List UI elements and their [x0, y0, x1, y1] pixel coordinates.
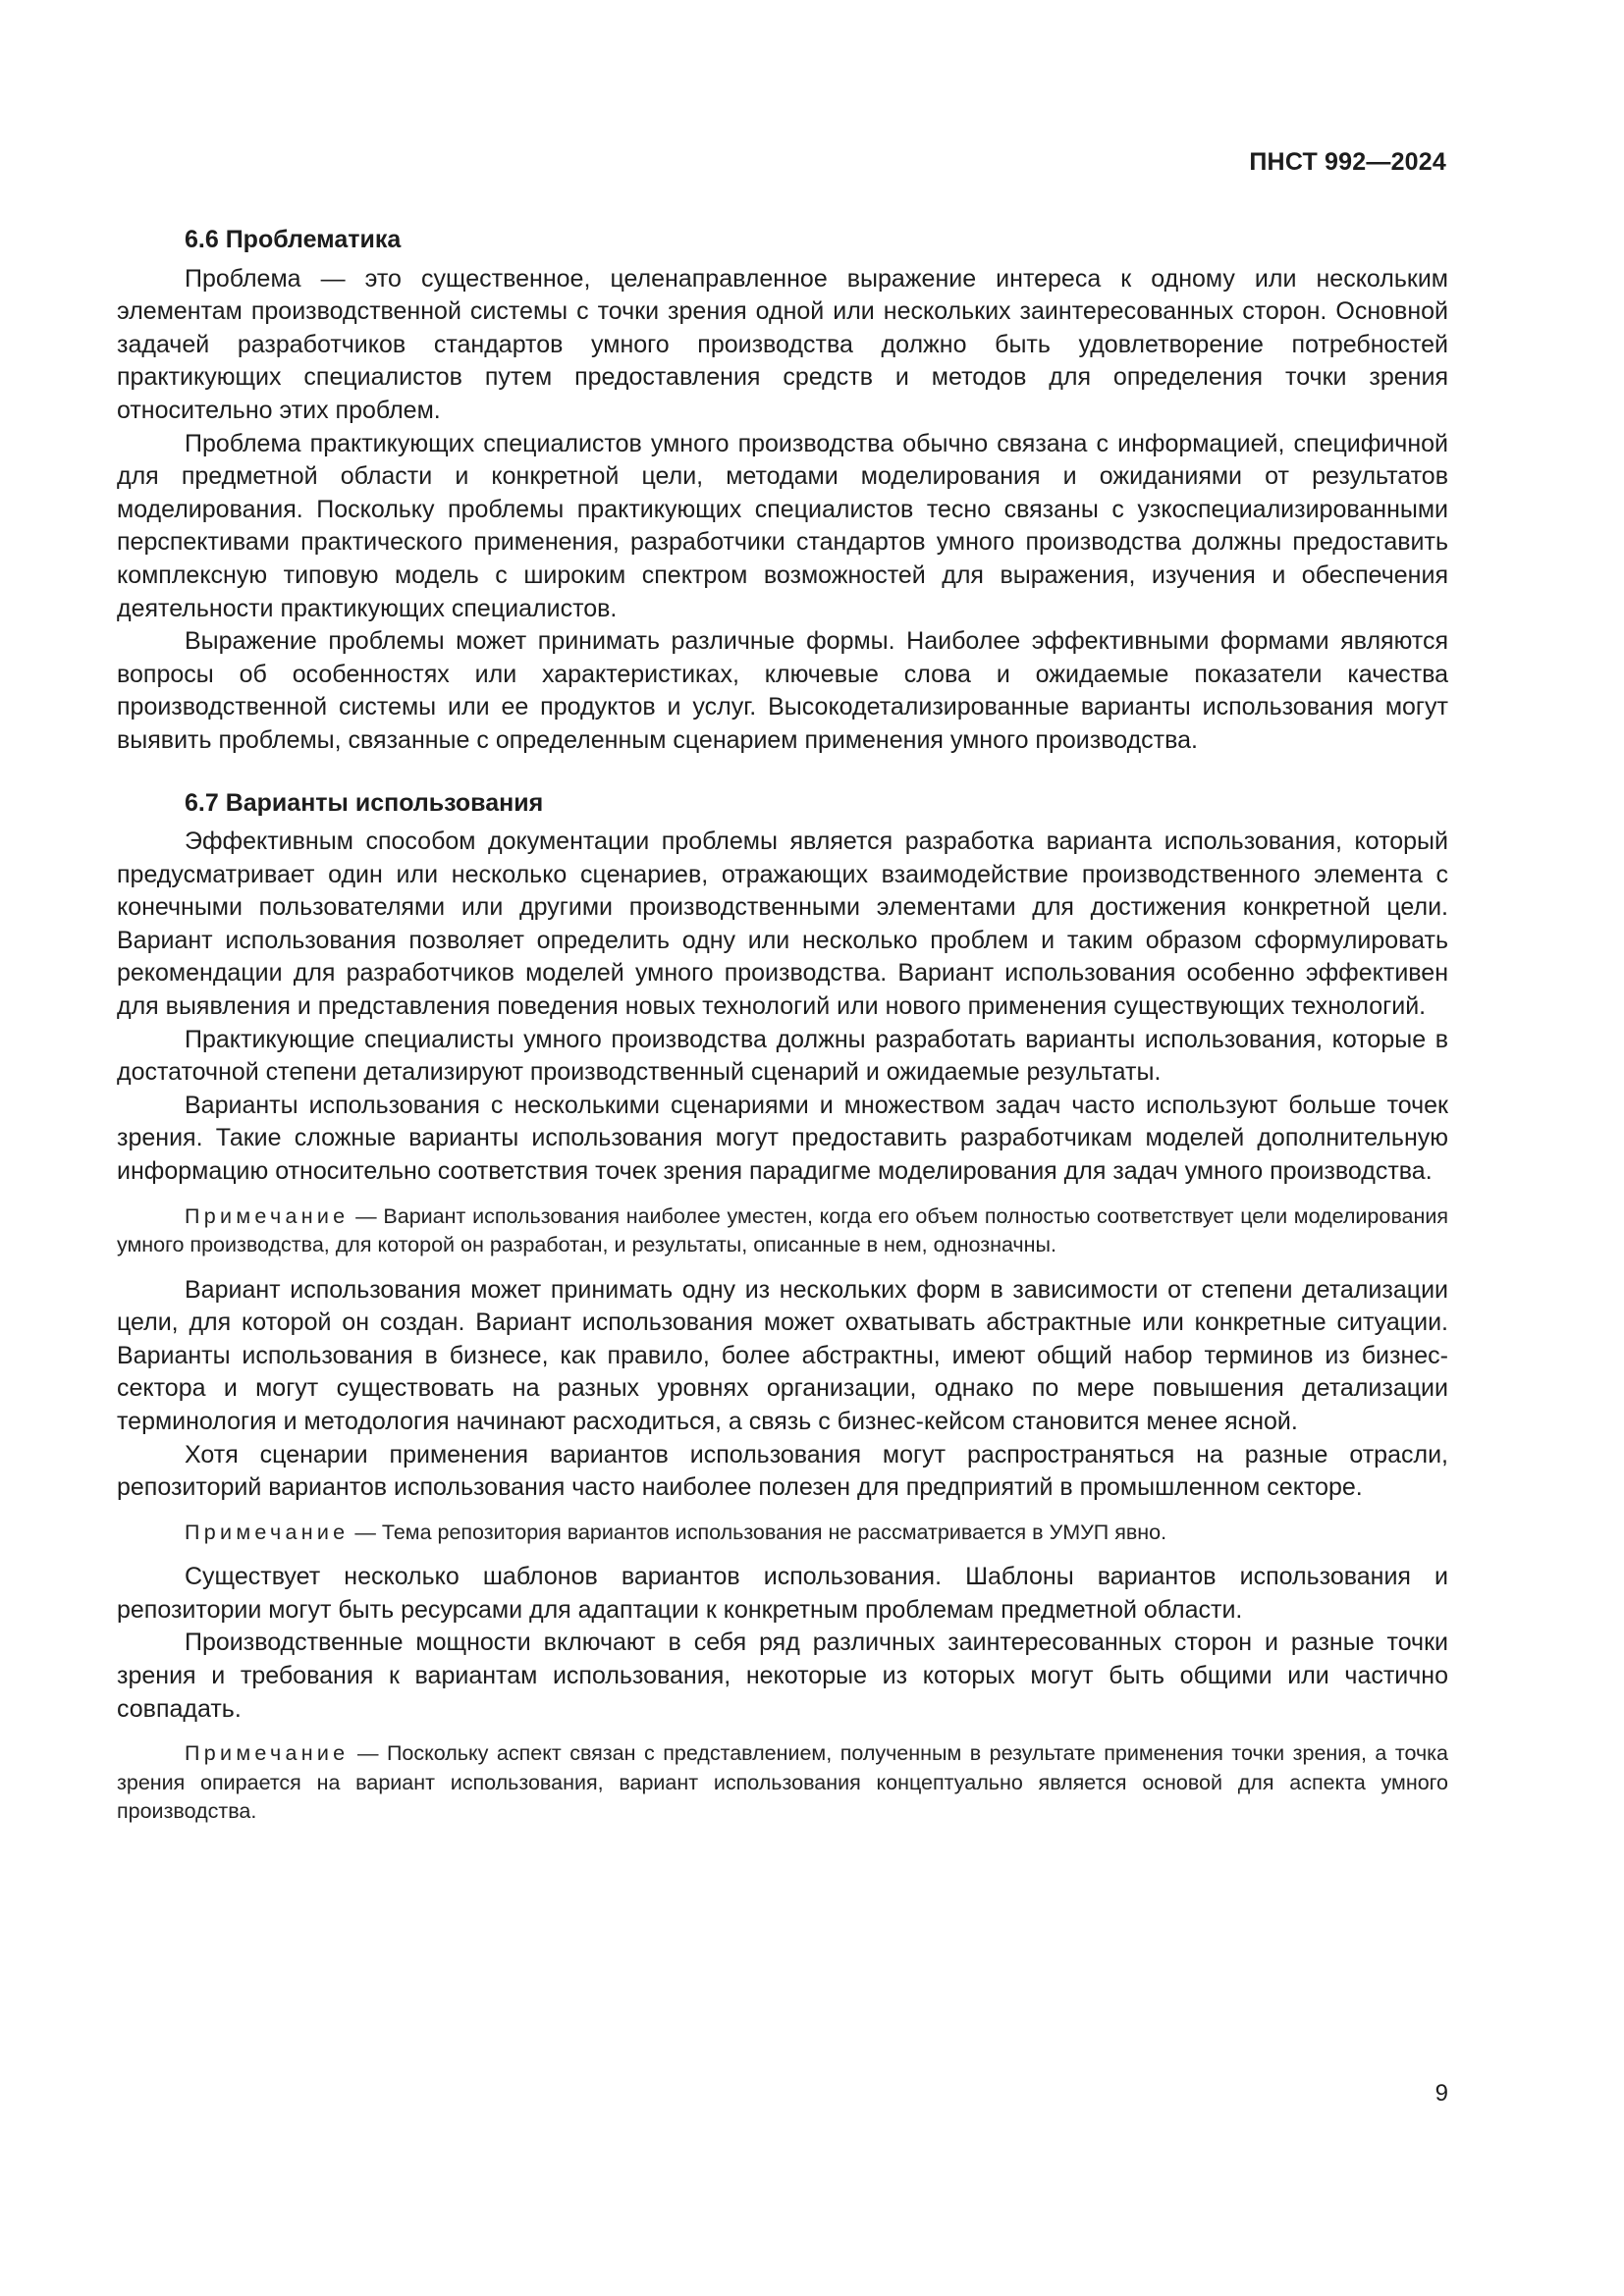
note-dash: —: [349, 1203, 384, 1228]
document-body: [117, 224, 1448, 1841]
paragraph: Хотя сценарии применения вариантов использования могут распространяться на разные отрасли, репозиторий вариантов использования часто наиболее полезен для предприятий в промышленном секторе.: [117, 1440, 1448, 1502]
note-text: Тема репозитория вариантов использования не рассматривается в УМУП явно.: [381, 1520, 1167, 1544]
paragraph: Проблема практикующих специалистов умного производства обычно связана с информацией, специфичной для предметной области и конкретной цели, методами моделирования и ожиданиями от результатов моделирования. Поскольку проблемы практикующих специалистов тесно связаны с узкоспециализированными перспективами практического применения, разработчики стандартов умного производства должны предоставить комплексную типовую модель с широким спектром возможностей для выражения, изучения и обеспечения деятельности практикующих специалистов.: [117, 429, 1448, 622]
section-problematics: [117, 224, 1448, 758]
section-heading: 6.7 Варианты использования: [185, 788, 544, 817]
section-spacer: [117, 758, 1448, 787]
paragraph: Проблема — это существенное, целенаправленное выражение интереса к одному или нескольким элементам производственной системы с точки зрения одной или нескольких заинтересованных сторон. Основной задачей разработчиков стандартов умного производства должно быть удовлетворение потребностей практикующих специалистов путем предоставления средств и методов для определения точки зрения относительно этих проблем.: [117, 264, 1448, 424]
note-label: Примечание: [185, 1520, 350, 1544]
document-code: ПНСТ 992—2024: [1249, 148, 1446, 176]
note-dash: —: [349, 1741, 387, 1766]
note: [117, 1739, 1448, 1827]
note: [117, 1519, 1448, 1548]
paragraph: Эффективным способом документации проблемы является разработка варианта использования, который предусматривает один или несколько сценариев, отражающих взаимодействие производственного элемента с конечными пользователями или другими производственными элементами для достижения конкретной цели. Вариант использования позволяет определить одну или несколько проблем и таким образом сформулировать рекомендации для разработчиков моделей умного производства. Вариант использования особенно эффективен для выявления и представления поведения новых технологий или нового применения существующих технологий.: [117, 828, 1448, 1021]
paragraph: Существует несколько шаблонов вариантов использования. Шаблоны вариантов использования и репозитории могут быть ресурсами для адаптации к конкретным проблемам предметной области.: [117, 1563, 1448, 1624]
paragraph: Выражение проблемы может принимать различные формы. Наиболее эффективными формами являются вопросы об особенностях или характеристиках, ключевые слова и ожидаемые показатели качества производственной системы или ее продуктов и услуг. Высокодетализированные варианты использования могут выявить проблемы, связанные с определенным сценарием применения умного производства.: [117, 627, 1448, 754]
note-dash: —: [349, 1520, 382, 1544]
note-label: Примечание: [185, 1203, 350, 1228]
paragraph: Практикующие специалисты умного производства должны разработать варианты использования, которые в достаточной степени детализируют производственный сценарий и ожидаемые результаты.: [117, 1025, 1448, 1087]
note-text: Поскольку аспект связан с представлением, полученным в результате применения точки зрения, а точка зрения опирается на вариант использования, вариант использования концептуально является основой для аспекта умного производства.: [117, 1741, 1448, 1824]
note-text: Вариант использования наиболее уместен, когда его объем полностью соответствует цели моделирования умного производства, для которой он разработан, и результаты, описанные в нем, однозначны.: [117, 1203, 1448, 1257]
section-heading: 6.6 Проблематика: [185, 226, 402, 253]
note: [117, 1202, 1448, 1260]
note-label: Примечание: [185, 1741, 350, 1766]
page-number: 9: [1435, 2080, 1448, 2107]
section-use-cases: [117, 787, 1448, 1827]
paragraph: Вариант использования может принимать одну из нескольких форм в зависимости от степени детализации цели, для которой он создан. Вариант использования может охватывать абстрактные или конкретные ситуации. Варианты использования в бизнесе, как правило, более абстрактны, имеют общий набор терминов из бизнес-сектора и могут существовать на разных уровнях организации, однако по мере повышения детализации терминология и методология начинают расходиться, а связь с бизнес-кейсом становится менее ясной.: [117, 1275, 1448, 1435]
paragraph: Варианты использования с несколькими сценариями и множеством задач часто используют больше точек зрения. Такие сложные варианты использования могут предоставить разработчикам моделей дополнительную информацию относительно соответствия точек зрения парадигме моделирования для задач умного производства.: [117, 1091, 1448, 1186]
paragraph: Производственные мощности включают в себя ряд различных заинтересованных сторон и разные точки зрения и требования к вариантам использования, некоторые из которых могут быть общими или частично совпадать.: [117, 1629, 1448, 1723]
